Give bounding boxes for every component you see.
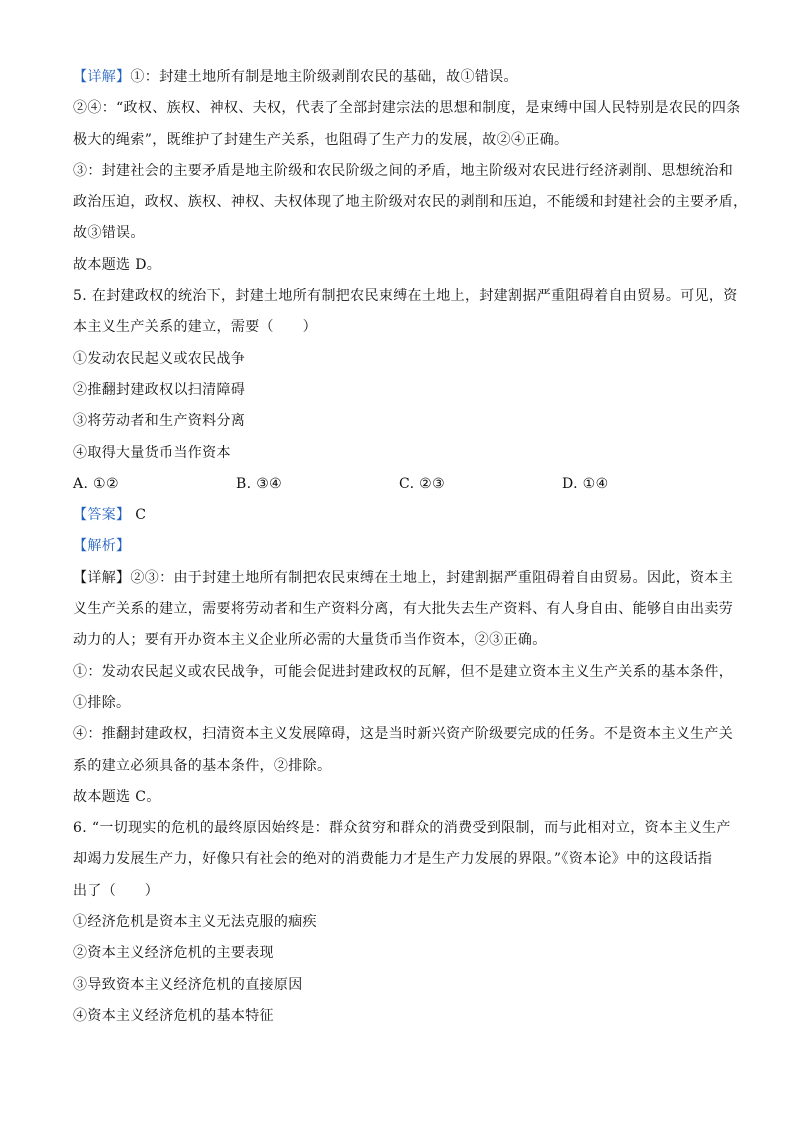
q4-analysis-24-line2: 极大的绳索”，既维护了封建生产关系，也阻碍了生产力的发展，故②④正确。 — [73, 131, 569, 148]
q6-item-2: ②资本主义经济危机的主要表现 — [73, 945, 274, 962]
q5-analysis-1-line1: ①：发动农民起义或农民战争，可能会促进封建政权的瓦解，但不是建立资本主义生产关系的基本条件， — [73, 663, 734, 680]
q4-analysis-24-line1: ②④：“政权、族权、神权、夫权，代表了全部封建宗法的思想和制度，是束缚中国人民特别是农民的四条 — [73, 100, 741, 117]
q5-option-d: D. ①④ — [562, 475, 609, 492]
q5-analysis-4-line2: 系的建立必须具备的基本条件，②排除。 — [73, 757, 332, 774]
q5-detail-line1 — [73, 563, 734, 594]
q5-item-2: ②推翻封建政权以扫清障碍 — [73, 381, 246, 398]
q5-analysis-line — [73, 531, 725, 562]
q4-analysis-3-line2: 政治压迫，政权、族权、神权、夫权体现了地主阶级对农民的剥削和压迫，不能缓和封建社会的主要矛盾， — [73, 194, 748, 211]
q5-item-1: ①发动农民起义或农民战争 — [73, 350, 246, 367]
q6-item-3: ③导致资本主义经济危机的直接原因 — [73, 976, 303, 993]
q5-detail-text: ②③：由于封建土地所有制把农民束缚在土地上，封建割据严重阻碍着自由贸易。因此，资本主 — [130, 569, 734, 586]
q4-analysis-3-line1: ③：封建社会的主要矛盾是地主阶级和农民阶级之间的矛盾，地主阶级对农民进行经济剥削、思想统治和 — [73, 162, 734, 179]
q5-analysis-1-line2: ①排除。 — [73, 694, 131, 711]
q5-option-c: C. ②③ — [399, 475, 445, 492]
q4-conclusion: 故本题选 D。 — [73, 256, 162, 273]
q6-stem-line2: 却竭力发展生产力，好像只有社会的绝对的消费能力才是生产力发展的界限。”《资本论》中的这段话指 — [73, 851, 713, 868]
document-page — [73, 62, 748, 1032]
q5-option-b: B. ③④ — [236, 475, 283, 492]
q5-stem-line2: 本主义生产关系的建立，需要（ ） — [73, 319, 317, 336]
answer-tag: 【答案】 — [73, 507, 131, 524]
q5-option-a: A. ①② — [73, 475, 119, 492]
analysis-tag: 【解析】 — [73, 538, 131, 555]
q5-stem-line1: 5. 在封建政权的统治下，封建土地所有制把农民束缚在土地上，封建割据严重阻碍着自由贸易。可见，资 — [73, 288, 738, 305]
q5-answer: C — [130, 507, 147, 524]
q5-item-3: ③将劳动者和生产资料分离 — [73, 413, 246, 430]
q5-detail-line3: 动力的人；要有开办资本主义企业所必需的大量货币当作资本，②③正确。 — [73, 632, 547, 649]
q5-conclusion: 故本题选 C。 — [73, 788, 161, 805]
q6-stem-line3: 出了（ ） — [73, 882, 160, 899]
q4-detail-first-line — [73, 62, 725, 93]
q6-stem-line1: 6. “一切现实的危机的最终原因始终是：群众贫穷和群众的消费受到限制，而与此相对立，资本主义生产 — [73, 820, 731, 837]
q6-item-1: ①经济危机是资本主义无法克服的痼疾 — [73, 914, 317, 931]
q5-detail-line2: 义生产关系的建立，需要将劳动者和生产资料分离，有大批失去生产资料、有人身自由、能够自由出卖劳 — [73, 601, 734, 618]
q5-answer-line — [73, 500, 725, 531]
detail-tag: 【详解】 — [73, 569, 131, 586]
q5-item-4: ④取得大量货币当作资本 — [73, 444, 231, 461]
q5-analysis-4-line1: ④：推翻封建政权，扫清资本主义发展障碍，这是当时新兴资产阶级要完成的任务。不是资本主义生产关 — [73, 726, 734, 743]
q4-analysis-3-line3: 故③错误。 — [73, 225, 145, 242]
detail-tag: 【详解】 — [73, 69, 131, 85]
q4-detail-text: ①：封建土地所有制是地主阶级剥削农民的基础，故①错误。 — [130, 69, 518, 85]
q6-item-4: ④资本主义经济危机的基本特征 — [73, 1007, 274, 1024]
q5-options — [73, 469, 725, 500]
